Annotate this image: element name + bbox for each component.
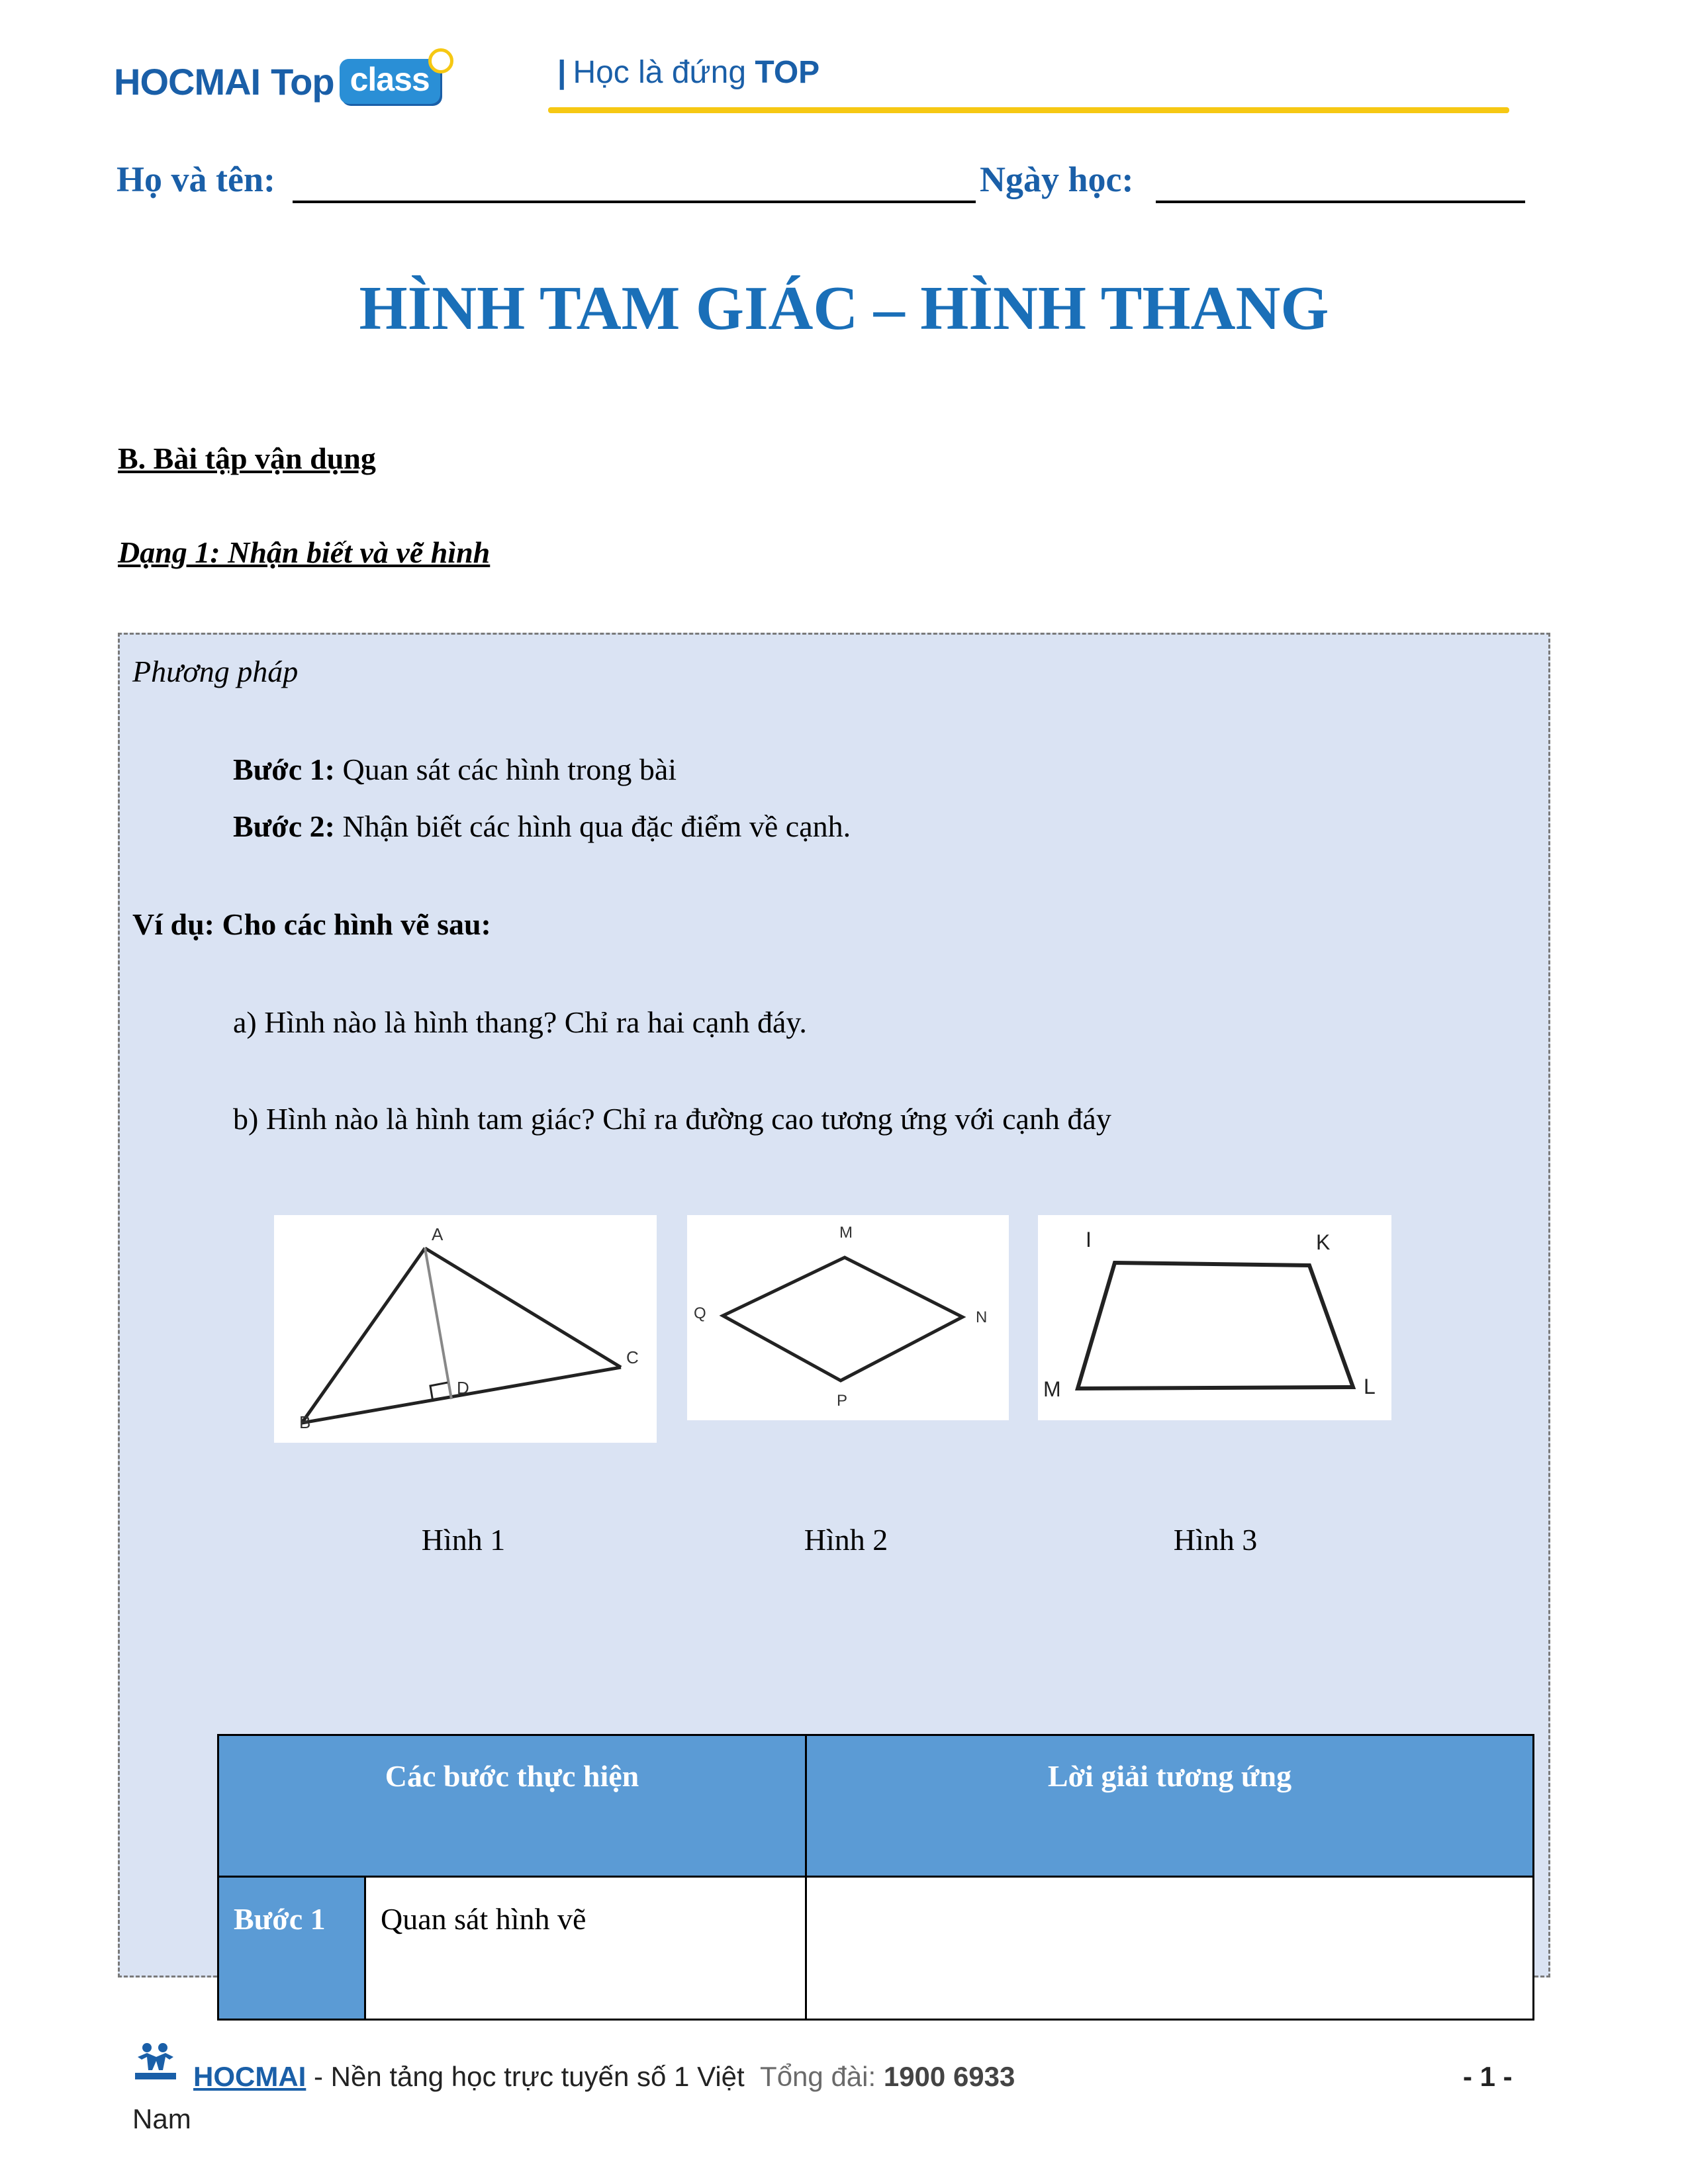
step-1-text: Quan sát các hình trong bài [335,752,677,786]
method-step-1 [233,752,677,787]
sun-icon [428,48,453,73]
name-blank-line [293,201,976,203]
vertex-label-n: N [976,1308,988,1326]
steps-table [217,1734,1534,2021]
vertex-label-p: P [837,1392,848,1410]
logo-class-badge [340,59,440,104]
vertex-label-a: A [432,1224,444,1244]
figure-1-triangle [274,1215,657,1443]
rhombus-shape [723,1257,962,1381]
figure-3-trapezoid [1038,1215,1391,1420]
hocmai-small-logo-icon [132,2041,179,2082]
side-AB [302,1248,425,1423]
page-number-text: - 1 - [1463,2061,1513,2092]
vertex-label-q: Q [694,1304,706,1322]
altitude-AD [425,1248,451,1399]
logo-top-text: Top [271,60,334,103]
step-2-text: Nhận biết các hình qua đặc điểm về cạnh. [335,809,851,843]
date-label: Ngày học: [980,159,1134,199]
figure-1-caption: Hình 1 [421,1523,506,1557]
method-step-2 [233,809,851,844]
footer-brand-link[interactable]: HOCMAI [193,2061,306,2092]
hotline-number: 1900 6933 [883,2061,1015,2092]
page-title: HÌNH TAM GIÁC – HÌNH THANG [359,274,1329,343]
question-a: a) Hình nào là hình thang? Chỉ ra hai cạnh đáy. [233,1005,807,1039]
vertex-label-b: B [299,1412,311,1432]
vertex-label-m: M [1043,1377,1061,1401]
step-description-cell: Quan sát hình vẽ [365,1877,806,2020]
header-divider [548,107,1509,113]
section-subheading: Dạng 1: Nhận biết và vẽ hình [118,535,491,569]
vertex-label-l: L [1364,1375,1376,1398]
figure-2-caption: Hình 2 [804,1523,888,1557]
date-blank-line [1156,201,1525,203]
table-row [218,1877,1534,2020]
hotline-label: Tổng đài: [760,2061,884,2092]
step-label-cell: Bước 1 [218,1877,365,2020]
vertex-label-i: I [1086,1228,1092,1251]
hocmai-topclass-logo [114,52,440,111]
example-label: Ví dụ: Cho các hình vẽ sau: [132,907,491,941]
vertex-label-k: K [1316,1230,1331,1254]
section-heading: B. Bài tập vận dụng [118,441,376,475]
slogan [557,54,820,91]
col-header-solution: Lời giải tương ứng [806,1735,1534,1877]
question-b: b) Hình nào là hình tam giác? Chỉ ra đường cao tương ứng với cạnh đáy [233,1102,1111,1136]
vertex-label-c: C [626,1347,639,1367]
footer-tagline [193,2061,1015,2093]
side-AC [425,1248,621,1367]
page-number [1463,2061,1513,2093]
figure-3-caption: Hình 3 [1173,1523,1258,1557]
vertex-label-d: D [457,1378,469,1398]
step-2-label: Bước 2: [233,809,335,843]
figure-2-rhombus [687,1215,1009,1420]
slogan-prefix: Học là đứng [573,55,747,90]
name-label: Họ và tên: [117,159,275,199]
slogan-strong: TOP [755,55,820,90]
footer-tagline-end: Nam [132,2103,191,2134]
slogan-divider: | [557,55,567,90]
vertex-label-m: M [839,1224,853,1242]
col-header-steps: Các bước thực hiện [218,1735,806,1877]
footer-tagline-text: - Nền tảng học trực tuyến số 1 Việt [306,2061,745,2092]
table-header-row [218,1735,1534,1877]
solution-cell [806,1877,1534,2020]
step-1-label: Bước 1: [233,752,335,786]
logo-class-text: class [350,61,430,98]
method-label: Phương pháp [132,655,299,688]
footer-hotline [760,2061,1015,2092]
trapezoid-shape [1078,1263,1353,1388]
logo-hocmai-text: HOCMAI [114,60,261,103]
